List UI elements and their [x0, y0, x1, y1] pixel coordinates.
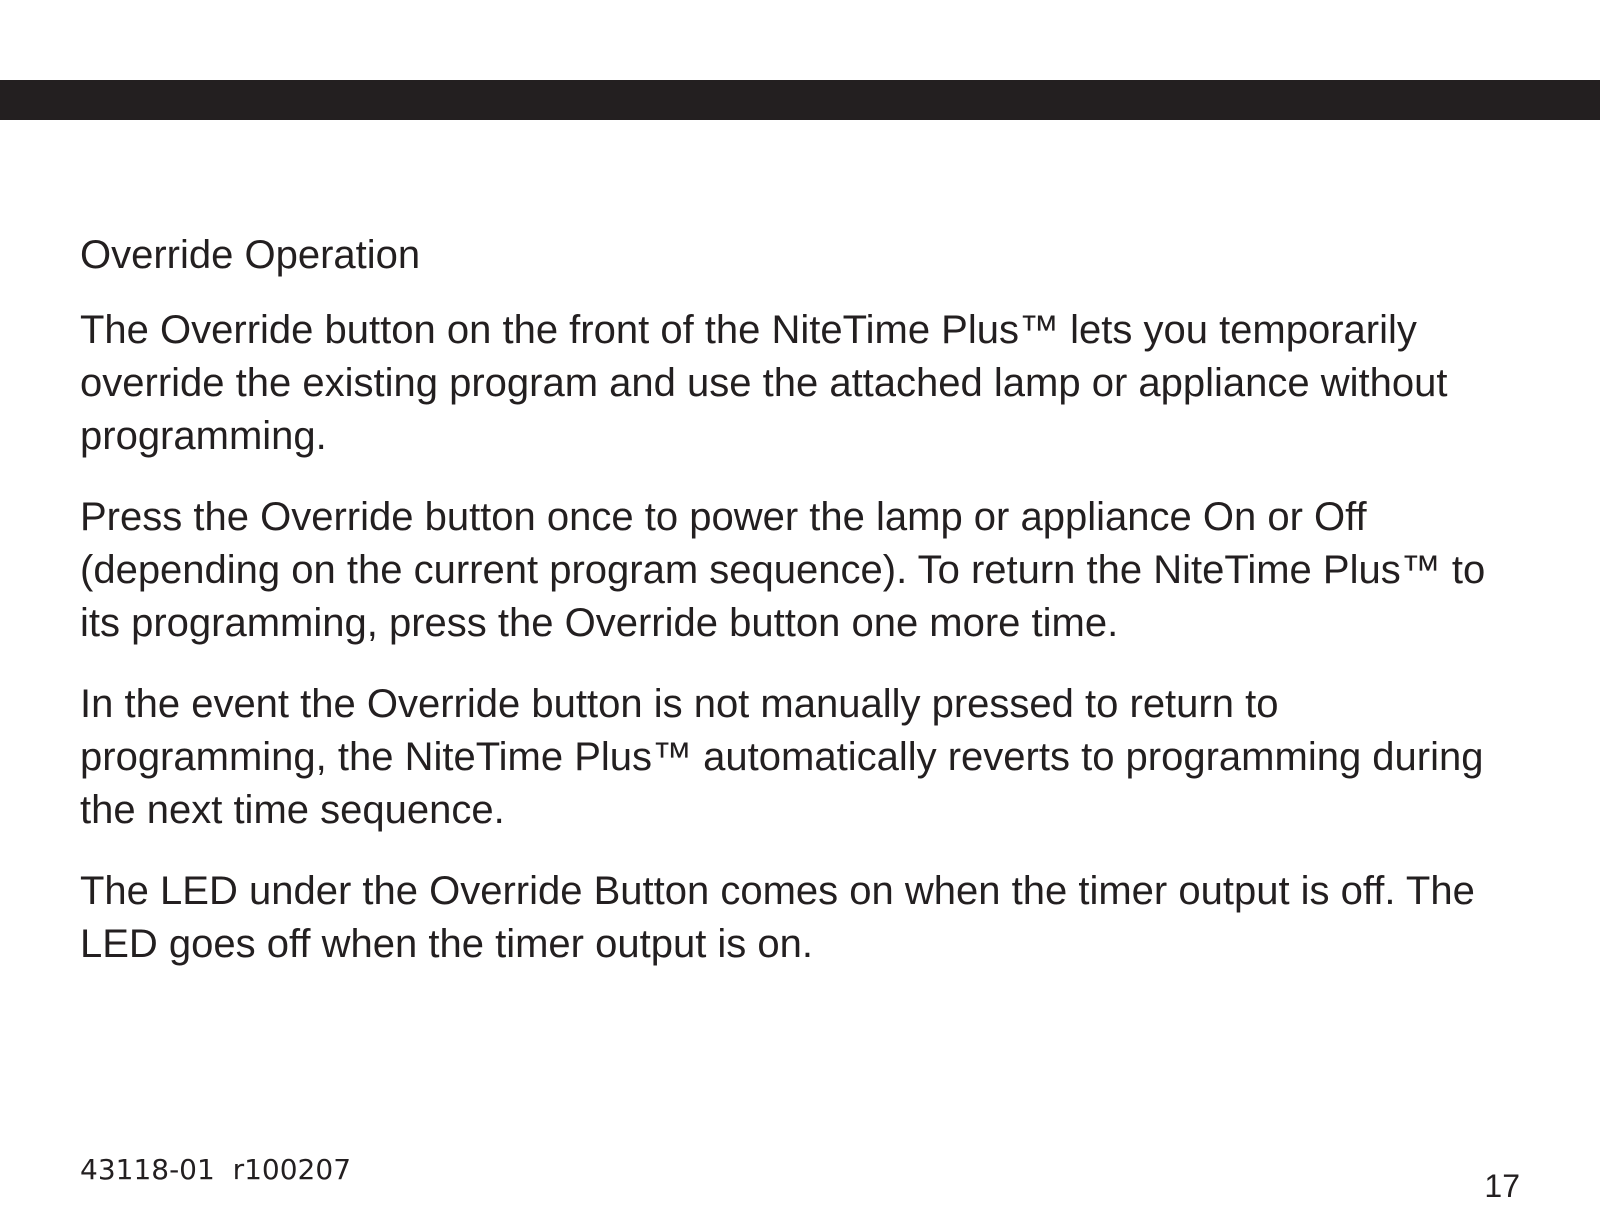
page-number: 17: [1484, 1168, 1520, 1204]
document-code: 43118-01 r100207: [80, 1153, 352, 1186]
paragraph-led-status: The LED under the Override Button comes on when the timer output is off. The LED goes off when the timer output is on.: [80, 869, 1475, 966]
paragraph-press-override: Press the Override button once to power the lamp or appliance On or Off (depending on the current program sequence). To return the NiteTime Plus™ to its programming, press the Override button one more time.: [80, 495, 1486, 645]
paragraph-auto-revert: In the event the Override button is not manually pressed to return to programming, the NiteTime Plus™ automatically reverts to programming during the next time sequence.: [80, 682, 1484, 832]
paragraph-override-intro: The Override button on the front of the NiteTime Plus™ lets you temporarily override the existing program and use the attached lamp or appliance without programming.: [80, 308, 1448, 458]
main-content: [80, 228, 1520, 999]
section-heading: Override Operation: [80, 233, 421, 277]
header-bar: [0, 80, 1600, 120]
